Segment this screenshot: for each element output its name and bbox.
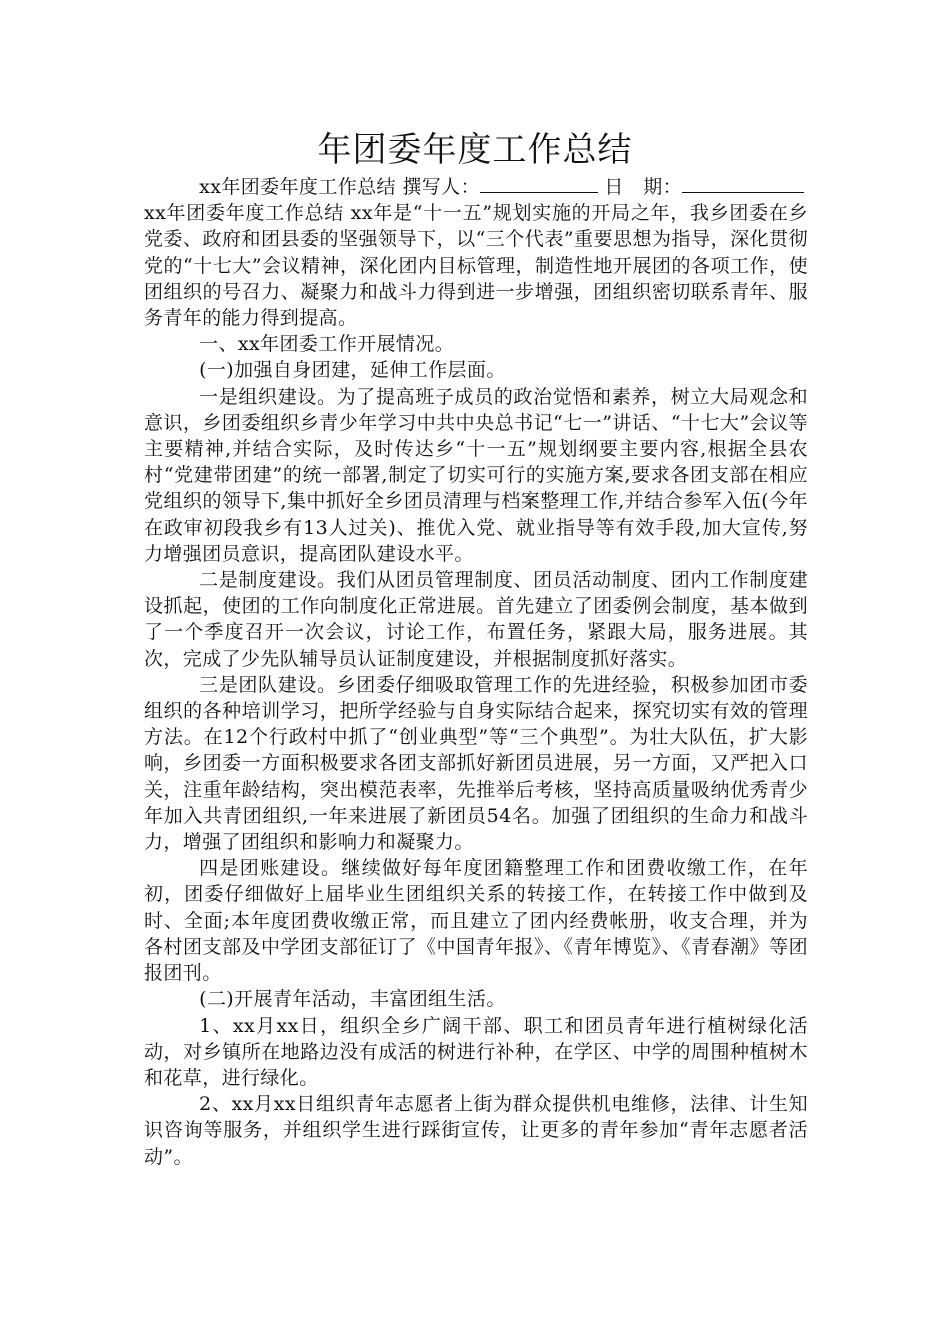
- author-blank: [480, 174, 598, 193]
- document-body: [144, 174, 843, 1170]
- body-paragraph-accounts: 四是团账建设。继续做好每年度团籍整理工作和团费收缴工作，在年初，团委仔细做好上届毕业生团组织关系的转接工作，在转接工作中做到及时、全面;本年度团费收缴正常，而且建立了团内经费帐册，收支合理，并为各村团支部及中学团支部征订了《中国青年报》、《青年博览》、《青春潮》等团报团刊。: [144, 857, 808, 985]
- subsection-heading-1: (一)加强自身团建，延伸工作层面。: [199, 359, 506, 382]
- date-blank-continued: [738, 174, 804, 193]
- date-label: 日 期：: [597, 176, 683, 198]
- body-paragraph-activity-1: 1、xx月xx日，组织全乡广阔干部、职工和团员青年进行植树绿化活动，对乡镇所在地路边没有成活的树进行补种，在学区、中学的周围种植树木和花草，进行绿化。: [144, 1014, 808, 1089]
- meta-paragraph: [144, 174, 843, 331]
- date-blank: [682, 174, 738, 193]
- intro-text: xx年团委年度工作总结 xx年是“十一五”规划实施的开局之年，我乡团委在乡党委、政府和团县委的坚强领导下，以“三个代表”重要思想为指导，深化贯彻党的“十七大”会议精神，深化团内目标管理，制造性地开展团的各项工作，使团组织的号召力、凝聚力和战斗力得到进一步增强，团组织密切联系青年、服务青年的能力得到提高。: [144, 176, 843, 330]
- document-title: 年团委年度工作总结: [317, 130, 633, 170]
- subsection-heading-2: (二)开展青年活动，丰富团组生活。: [199, 988, 506, 1011]
- body-paragraph-organization: 一是组织建设。为了提高班子成员的政治觉悟和素养，树立大局观念和意识，乡团委组织乡青少年学习中共中央总书记“七一”讲话、“十七大”会议等主要精神,并结合实际，及时传达乡“十一五”规划纲要主要内容,根据全县农村“党建带团建”的统一部署,制定了切实可行的实施方案,要求各团支部在相应党组织的领导下,集中抓好全乡团员清理与档案整理工作,并结合参军入伍(今年在政审初段我乡有13人过关)、推优入党、就业指导等有效手段,加大宣传,努力增强团员意识，提高团队建设水平。: [144, 385, 808, 565]
- body-paragraph-system: 二是制度建设。我们从团员管理制度、团员活动制度、团内工作制度建设抓起，使团的工作向制度化正常进展。首先建立了团委例会制度，基本做到了一个季度召开一次会议，讨论工作，布置任务，紧跟大局，服务进展。其次，完成了少先队辅导员认证制度建设，并根据制度抓好落实。: [144, 569, 808, 670]
- body-paragraph-activity-2: 2、xx月xx日组织青年志愿者上街为群众提供机电维修，法律、计生知识咨询等服务，并组织学生进行踩街宣传，让更多的青年参加“青年志愿者活动”。: [144, 1093, 808, 1168]
- section-heading-1: 一、xx年团委工作开展情况。: [199, 333, 455, 356]
- body-paragraph-team: 三是团队建设。乡团委仔细吸取管理工作的先进经验，积极参加团市委组织的各种培训学习，把所学经验与自身实际结合起来，探究切实有效的管理方法。在12个行政村中抓了“创业典型”等“三个典型”。为壮大队伍，扩大影响，乡团委一方面积极要求各团支部抓好新团员进展，另一方面，又严把入口关，注重年龄结构，突出模范表率，先推举后考核，坚持高质量吸纳优秀青少年加入共青团组织,一年来进展了新团员54名。加强了团组织的生命力和战斗力，增强了团组织和影响力和凝聚力。: [144, 673, 808, 854]
- meta-prefix: xx年团委年度工作总结 撰写人：: [199, 176, 480, 198]
